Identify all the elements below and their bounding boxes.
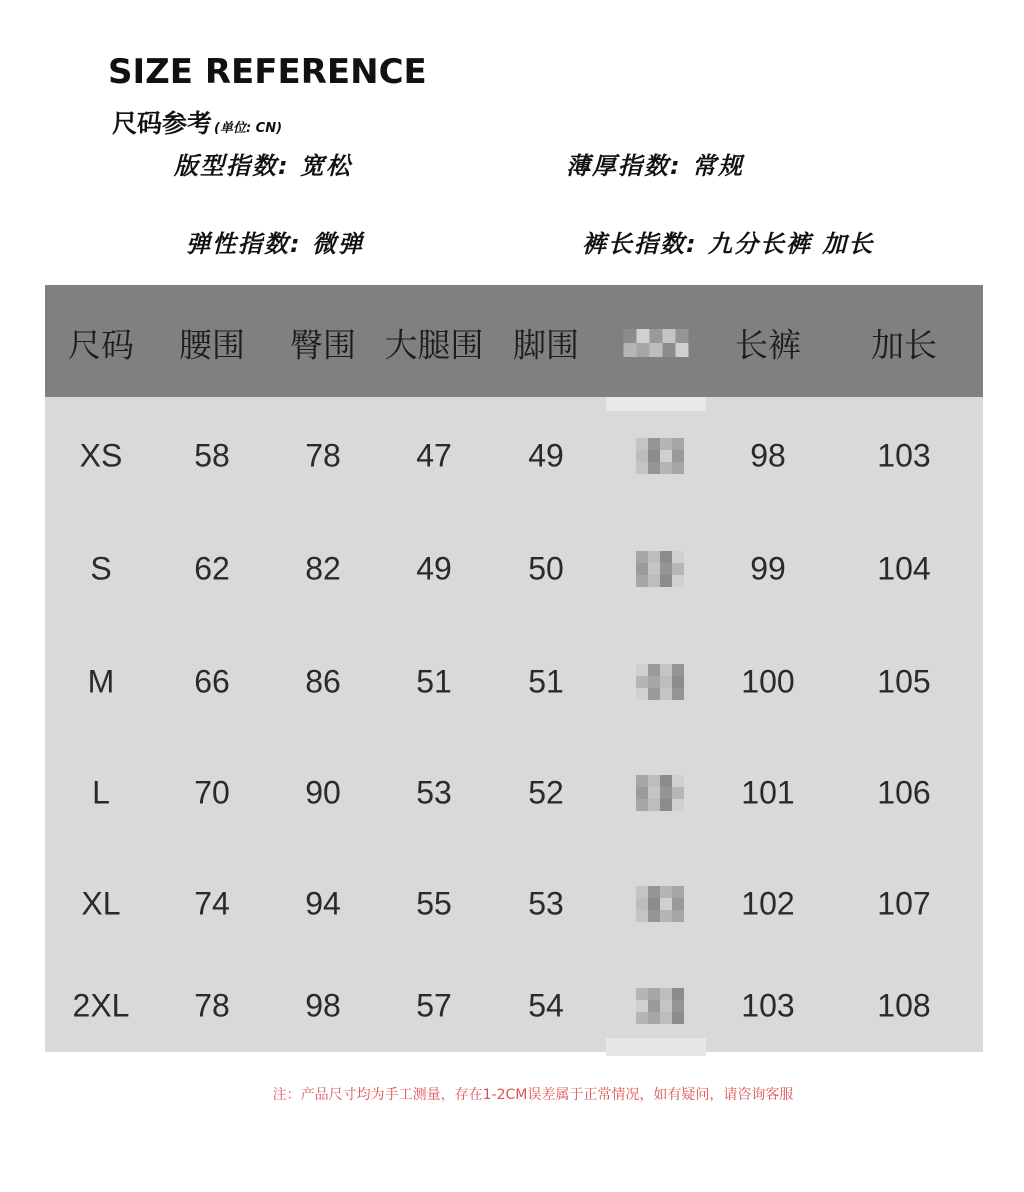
table-cell: 103 <box>877 437 931 474</box>
size-label: XS <box>79 437 123 474</box>
table-cell: 105 <box>877 663 931 700</box>
table-cell: 47 <box>416 437 452 474</box>
table-cell: 101 <box>741 774 795 811</box>
table-cell: 51 <box>416 663 452 700</box>
page-title: SIZE REFERENCE <box>108 52 427 92</box>
table-cell: 70 <box>194 774 230 811</box>
table-cell: 50 <box>528 550 564 587</box>
table-cell: 98 <box>750 437 786 474</box>
table-cell: 107 <box>877 885 931 922</box>
table-cell: 74 <box>194 885 230 922</box>
size-label: L <box>92 774 110 811</box>
column-header: 臀围 <box>290 325 356 365</box>
table-cell: 104 <box>877 550 931 587</box>
table-cell: 108 <box>877 987 931 1024</box>
column-header: 尺码 <box>68 325 134 365</box>
table-cell: 102 <box>741 885 795 922</box>
table-cell: 78 <box>305 437 341 474</box>
table-cell: 82 <box>305 550 341 587</box>
elasticity-index: 弹性指数: 微弹 <box>186 230 364 258</box>
table-cell: 106 <box>877 774 931 811</box>
pixelated-mosaic <box>636 551 684 587</box>
fit-index: 版型指数: 宽松 <box>174 152 352 180</box>
table-cell: 53 <box>528 885 564 922</box>
table-cell: 98 <box>305 987 341 1024</box>
disclaimer-note: 注：产品尺寸均为手工测量，存在1-2CM误差属于正常情况，如有疑问，请咨询客服 <box>272 1087 794 1103</box>
pixelated-mosaic <box>636 775 684 811</box>
table-cell: 55 <box>416 885 452 922</box>
subtitle-text: 尺码参考 <box>112 109 213 138</box>
length-index: 裤长指数: 九分长裤 加长 <box>582 230 875 258</box>
table-cell: 53 <box>416 774 452 811</box>
table-cell: 62 <box>194 550 230 587</box>
pixelated-mosaic <box>636 664 684 700</box>
pixelated-mosaic <box>636 438 684 474</box>
column-header: 腰围 <box>179 325 245 365</box>
column-header: 脚围 <box>513 325 579 365</box>
table-cell: 54 <box>528 987 564 1024</box>
table-cell: 100 <box>741 663 795 700</box>
pixelated-mosaic <box>624 329 689 357</box>
table-cell: 94 <box>305 885 341 922</box>
pixelated-mosaic <box>636 886 684 922</box>
size-label: 2XL <box>72 987 130 1024</box>
column-header: 加长 <box>871 325 937 365</box>
size-label: XL <box>81 885 121 922</box>
table-cell: 49 <box>416 550 452 587</box>
table-cell: 51 <box>528 663 564 700</box>
table-cell: 58 <box>194 437 230 474</box>
table-cell: 57 <box>416 987 452 1024</box>
table-cell: 103 <box>741 987 795 1024</box>
table-cell: 86 <box>305 663 341 700</box>
column-header: 大腿围 <box>384 325 484 365</box>
pixelated-strip <box>606 397 706 411</box>
table-cell: 66 <box>194 663 230 700</box>
column-header: 长裤 <box>735 325 801 365</box>
table-cell: 52 <box>528 774 564 811</box>
size-label: S <box>90 550 112 587</box>
thickness-index: 薄厚指数: 常规 <box>566 152 744 180</box>
table-cell: 49 <box>528 437 564 474</box>
unit-label: (单位: CN) <box>214 121 283 136</box>
table-cell: 78 <box>194 987 230 1024</box>
size-table <box>45 285 983 1052</box>
table-cell: 90 <box>305 774 341 811</box>
table-cell: 99 <box>750 550 786 587</box>
pixelated-strip <box>606 1038 706 1056</box>
page-subtitle <box>112 104 282 140</box>
pixelated-mosaic <box>636 988 684 1024</box>
size-label: M <box>87 663 115 700</box>
